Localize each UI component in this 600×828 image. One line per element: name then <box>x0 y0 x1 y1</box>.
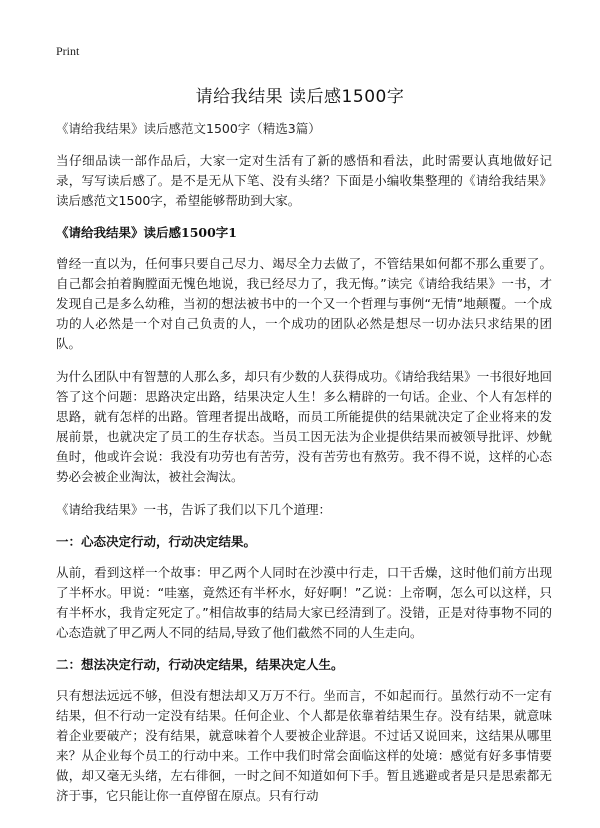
page-title: 请给我结果 读后感1500字 <box>195 87 405 107</box>
point-paragraph: 从前，看到这样一个故事：甲乙两个人同时在沙漠中行走，口干舌燥，这时他们前方出现了半杯水。甲说：“哇塞，竟然还有半杯水，好好啊！”乙说：上帝啊，怎么可以这样，只有半杯水，我肯定死定了。”相信故事的结局大家已经清到了。没错，正是对待事物不同的心态造就了甲乙两人不同的结局,导致了他们截然不同的人生走向。 <box>56 565 552 640</box>
print-label[interactable]: Print <box>56 44 80 58</box>
point-heading: 二：想法决定行动，行动决定结果，结果决定人生。 <box>56 657 344 672</box>
article-body <box>56 120 552 819</box>
article-subtitle: 《请给我结果》读后感范文1500字（精选3篇） <box>56 121 321 136</box>
intro-paragraph: 当仔细品读一部作品后，大家一定对生活有了新的感悟和看法，此时需要认真地做好记录，写写读后感了。是不是无从下笔、没有头绪？下面是小编收集整理的《请给我结果》读后感范文1500字，希望能够帮助到大家。 <box>56 153 552 208</box>
body-paragraph: 为什么团队中有智慧的人那么多，却只有少数的人获得成功。《请给我结果》一书很好地回答了这个问题：思路决定出路，结果决定人生！多么精辟的一句话。企业、个人有怎样的思路，就有怎样的出路。管理者提出战略，而员工所能提供的结果就决定了企业将来的发展前景，也就决定了员工的生存状态。当员工因无法为企业提供结果而被领导批评、炒鱿鱼时，他或许会说：我没有功劳也有苦劳，没有苦劳也有熬劳。我不得不说，这样的心态势必会被企业淘汰，被社会淘汰。 <box>56 369 552 484</box>
section-heading: 《请给我结果》读后感1500字1 <box>56 225 237 240</box>
body-paragraph: 《请给我结果》一书，告诉了我们以下几个道理： <box>56 502 332 517</box>
point-heading: 一：心态决定行动，行动决定结果。 <box>56 534 257 549</box>
body-paragraph: 曾经一直以为，任何事只要自己尽力、竭尽全力去做了，不管结果如何都不那么重要了。自己都会拍着胸膛面无愧色地说，我已经尽力了，我无悔。”读完《请给我结果》一书，才发现自己是多么幼稚，当初的想法被书中的一个又一个哲理与事例“无情”地颠覆。一个成功的人必然是一个对自己负责的人，一个成功的团队必然是想尽一切办法只求结果的团队。 <box>56 256 552 351</box>
point-paragraph: 只有想法远远不够，但没有想法却又万万不行。坐而言，不如起而行。虽然行动不一定有结果，但不行动一定没有结果。任何企业、个人都是依靠着结果生存。没有结果，就意味着企业要破产；没有结果，就意味着个人要被企业辞退。不过话又说回来，这结果从哪里来？从企业每个员工的行动中来。工作中我们时常会面临这样的处境：感觉有好多事情要做，却又毫无头绪，左右徘徊，一时之间不知道如何下手。暂且逃避或者是只是思索都无济于事，它只能让你一直停留在原点。只有行动 <box>56 688 552 803</box>
